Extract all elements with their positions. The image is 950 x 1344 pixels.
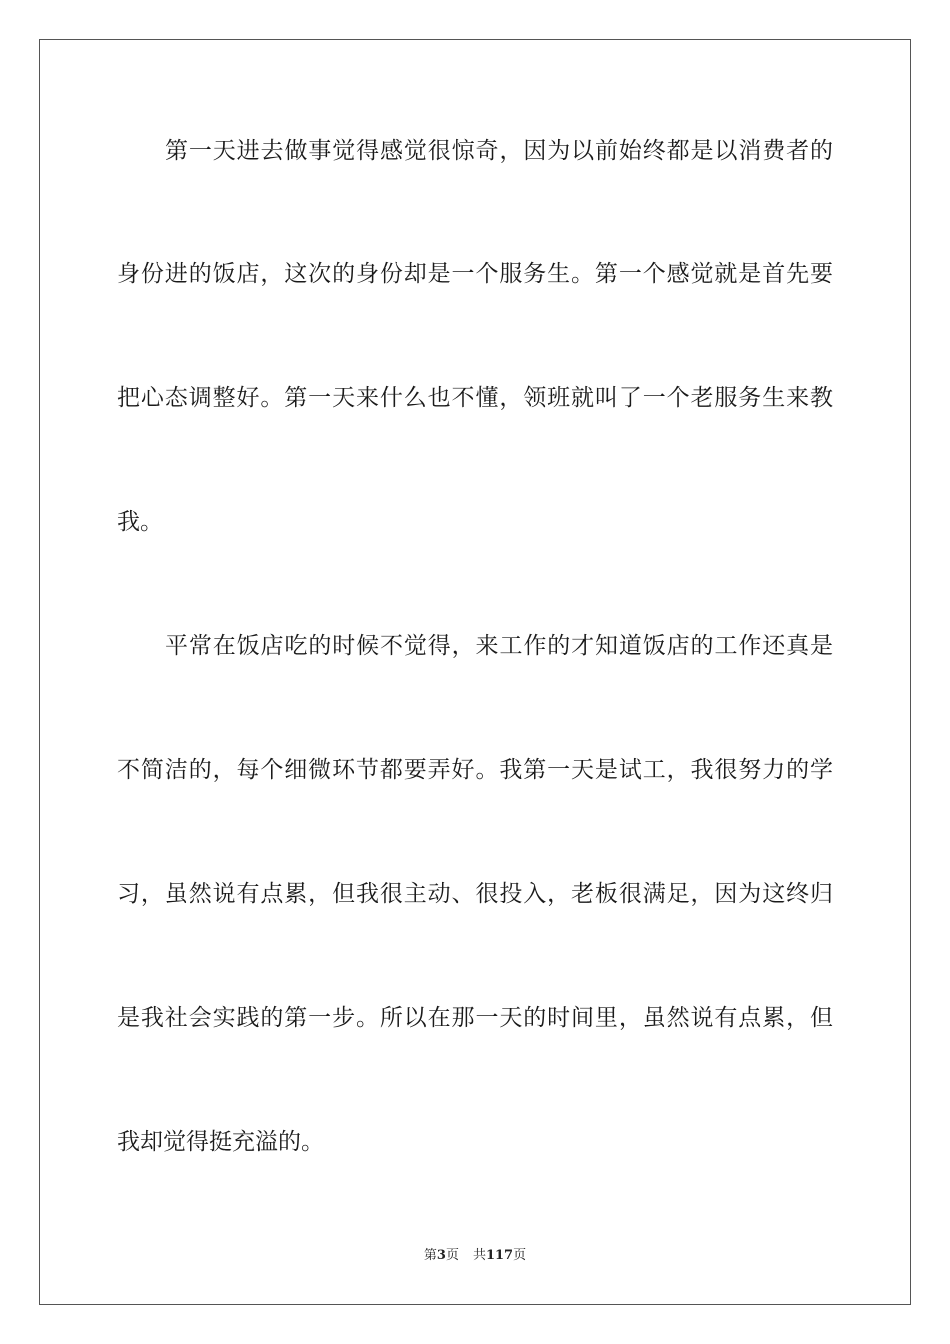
footer-page-suffix: 页 — [445, 1248, 459, 1263]
paragraph-2-line-4: 是我社会实践的第一步。所以在那一天的时间里，虽然说有点累，但 — [117, 1005, 833, 1031]
footer-total-prefix: 共 — [472, 1248, 486, 1263]
paragraph-2-line-1: 平常在饭店吃的时候不觉得，来工作的才知道饭店的工作还真是 — [165, 633, 833, 659]
page-border — [39, 39, 911, 1305]
footer-total-suffix: 页 — [513, 1248, 527, 1263]
paragraph-2-line-2: 不简洁的，每个细微环节都要弄好。我第一天是试工，我很努力的学 — [117, 757, 833, 783]
paragraph-2-line-3: 习，虽然说有点累，但我很主动、很投入，老板很满足，因为这终归 — [117, 881, 833, 907]
footer-page-prefix: 第 — [423, 1248, 437, 1263]
footer-page-number: 3 — [436, 1248, 446, 1263]
paragraph-1-line-1: 第一天进去做事觉得感觉很惊奇，因为以前始终都是以消费者的 — [165, 138, 833, 164]
paragraph-1-line-3: 把心态调整好。第一天来什么也不懂，领班就叫了一个老服务生来教 — [117, 385, 833, 411]
paragraph-2-line-5: 我却觉得挺充溢的。 — [117, 1129, 324, 1155]
paragraph-1-line-4: 我。 — [117, 509, 163, 535]
paragraph-1-line-2: 身份进的饭店，这次的身份却是一个服务生。第一个感觉就是首先要 — [117, 261, 833, 287]
page-footer — [0, 1247, 950, 1265]
footer-total-pages: 117 — [485, 1248, 514, 1263]
